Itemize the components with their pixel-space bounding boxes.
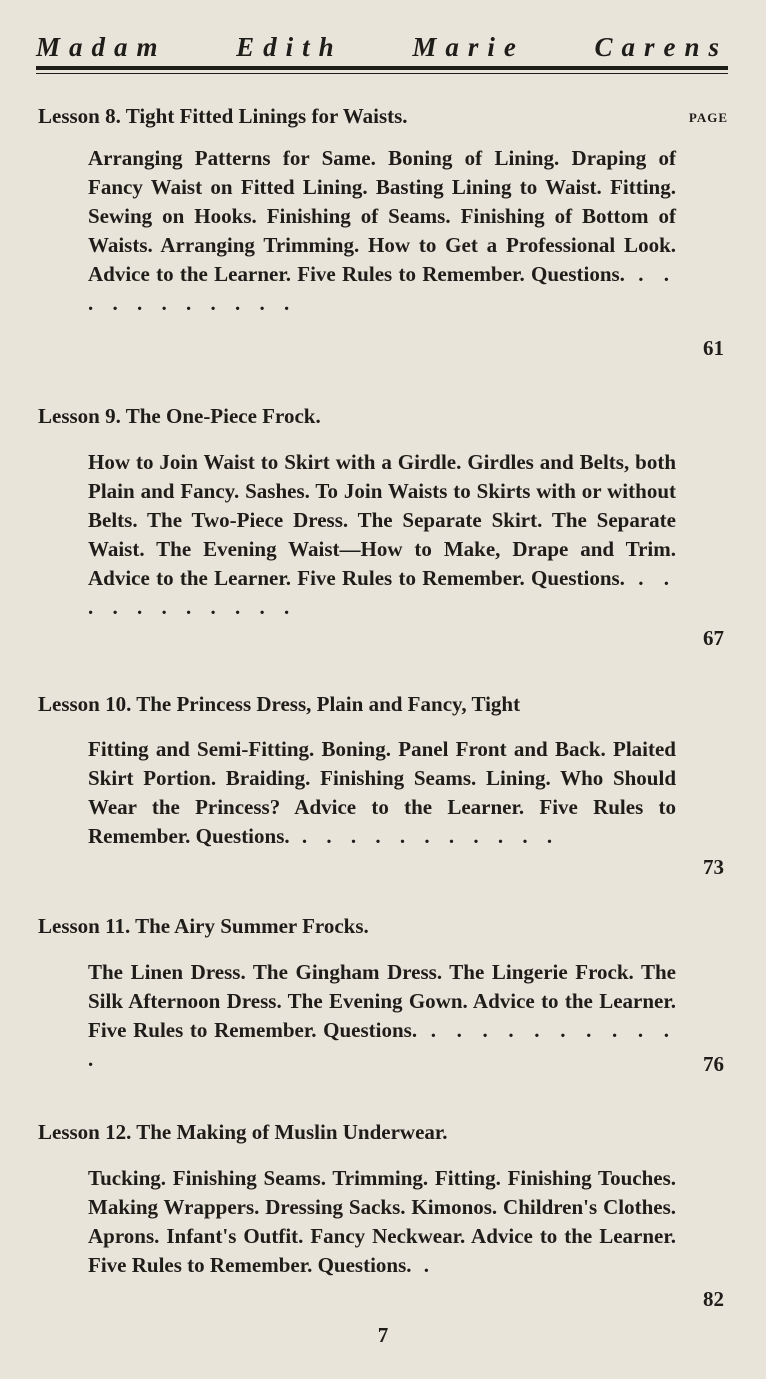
lesson-title: Lesson 9. The One-Piece Frock. — [38, 404, 321, 428]
page-number: 82 — [703, 1287, 724, 1311]
lesson-title: Lesson 10. The Princess Dress, Plain and Fancy, Tight — [38, 692, 521, 716]
dot-leader: . . . . . . . . . . . — [88, 262, 676, 315]
header-rule-thick — [36, 66, 728, 70]
header-word: Marie — [412, 32, 525, 62]
running-header — [36, 32, 728, 63]
header-rule-thin — [36, 73, 728, 74]
lesson-description — [88, 958, 676, 1074]
header-word: Madam — [36, 32, 167, 62]
dot-leader: . . . . . . . . . . . — [88, 566, 676, 619]
lesson-text: How to Join Waist to Skirt with a Girdle. Girdles and Belts, both Plain and Fancy. Sashes. To Join Waists to Skirts with or without Belts. The Two-Piece Dress. The Separate Skirt. The Separate Waist. The Evening Waist—How to Make, Drape and Trim. Advice to the Learner. Five Rules to Remember. Questions. — [88, 450, 676, 590]
lesson-title: Lesson 12. The Making of Muslin Underwear. — [38, 1120, 448, 1144]
lesson-description — [88, 448, 676, 622]
lesson-title: Lesson 8. Tight Fitted Linings for Waists. — [38, 104, 408, 128]
lesson-text: Fitting and Semi-Fitting. Boning. Panel Front and Back. Plaited Skirt Portion. Braiding. Finishing Seams. Lining. Who Should Wear the Princess? Advice to the Learner. Five Rules to Remember. Questions. — [88, 737, 676, 848]
lesson-title: Lesson 11. The Airy Summer Frocks. — [38, 914, 369, 938]
page-number: 73 — [703, 855, 724, 879]
dot-leader: . . . . . . . . . . . — [88, 1018, 676, 1071]
lesson-description — [88, 144, 676, 318]
header-word: Carens — [594, 32, 728, 62]
lesson-description — [88, 1164, 676, 1280]
page-number: 67 — [703, 626, 724, 650]
page-column-label: PAGE — [688, 110, 728, 125]
lesson-description — [88, 735, 676, 851]
page-number: 76 — [703, 1052, 724, 1076]
dot-leader: . . . . . . . . . . . — [289, 824, 560, 848]
header-word: Edith — [236, 32, 343, 62]
lesson-text: The Linen Dress. The Gingham Dress. The Lingerie Frock. The Silk Afternoon Dress. The Evening Gown. Advice to the Learner. Five Rules to Remember. Questions. — [88, 960, 676, 1042]
dot-leader: . — [411, 1253, 437, 1277]
lesson-text: Arranging Patterns for Same. Boning of Lining. Draping of Fancy Waist on Fitted Lining. Basting Lining to Waist. Fitting. Sewing on Hooks. Finishing of Seams. Finishing of Bottom of Waists. Arranging Trimming. How to Get a Professional Look. Advice to the Learner. Five Rules to Remember. Questions. — [88, 146, 676, 286]
lesson-text: Tucking. Finishing Seams. Trimming. Fitting. Finishing Touches. Making Wrappers. Dressing Sacks. Kimonos. Children's Clothes. Aprons. Infant's Outfit. Fancy Neckwear. Advice to the Learner. Five Rules to Remember. Questions. — [88, 1166, 676, 1277]
folio-page-number: 7 — [377, 1323, 389, 1347]
page-number: 61 — [703, 336, 724, 360]
